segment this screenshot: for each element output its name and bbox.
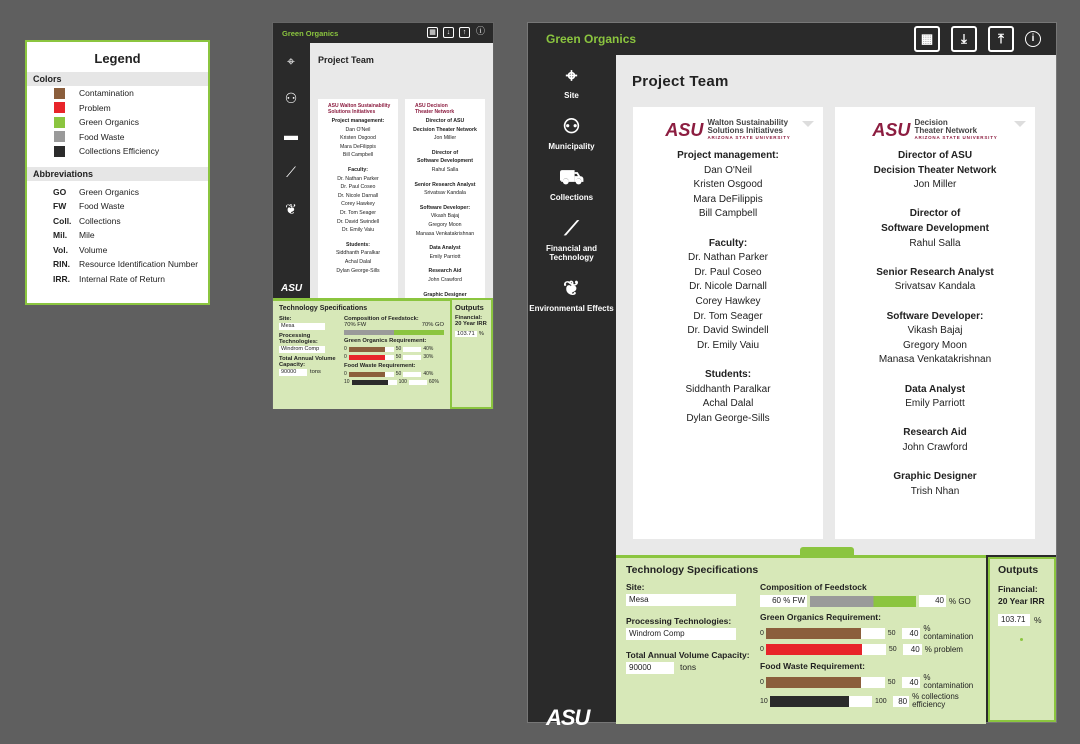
requirement-suffix: % contamination	[923, 624, 974, 641]
team-member-name: Kristen Osgood	[693, 179, 763, 191]
leaf-icon: ❦	[563, 278, 580, 300]
main-app-window	[527, 22, 1057, 730]
truck-icon: ⛟	[558, 167, 585, 189]
team-member-name: Bill Campbell	[698, 208, 758, 220]
spacer	[835, 251, 1035, 266]
value-box	[403, 372, 421, 377]
requirement-slider[interactable]	[349, 347, 394, 352]
small-main	[310, 43, 493, 298]
download-icon[interactable]: ↓	[443, 27, 454, 38]
legend-color-item	[27, 115, 208, 130]
requirement-slider[interactable]	[349, 372, 394, 377]
feed-go-unit: % GO	[949, 596, 971, 606]
spec-panel-handle[interactable]	[800, 547, 854, 555]
range-max: 50	[395, 346, 402, 352]
spacer	[633, 222, 823, 237]
team-member-name: Siddhanth Paralkar	[685, 383, 771, 395]
value-box	[403, 355, 421, 360]
nav-label: Collections	[549, 193, 594, 202]
requirement-row	[760, 644, 982, 655]
map-pin-icon: ⌖	[565, 65, 578, 87]
team-member-name: John Crawford	[902, 441, 968, 453]
small-site-label: Site:	[279, 316, 292, 322]
abbrev-label: Mile	[79, 230, 95, 241]
team-role-heading: Project management:	[677, 150, 779, 161]
team-role-heading: Decision Theater Network	[413, 126, 477, 133]
info-icon[interactable]: i	[1025, 31, 1041, 47]
team-member-name: Mara DeFilippis	[693, 193, 763, 205]
team-member-name: Dr. Paul Coseo	[694, 266, 762, 278]
team-member-name: Mara DeFilippis	[339, 143, 377, 150]
team-member-name: Rahul Salla	[431, 166, 459, 173]
team-member-name: Dr. Emily Vaiu	[341, 227, 375, 234]
tech-spec-panel	[616, 555, 986, 724]
nav-label: Financial and Technology	[545, 244, 598, 262]
nav-label: Environmental Effects	[529, 304, 614, 313]
nav-item[interactable]	[528, 276, 615, 313]
legend-color-item	[27, 101, 208, 116]
small-proc-input[interactable]: Windrom Comp	[279, 346, 325, 353]
chevron-down-icon[interactable]	[1014, 121, 1026, 127]
abbrev-code: Vol.	[53, 244, 68, 255]
small-fw-label: Food Waste Requirement:	[344, 363, 416, 369]
team-member-name: Gregory Moon	[903, 339, 967, 351]
team-member-name: Dr. Nicole Darnall	[689, 281, 767, 293]
small-feed-go: 70% GO	[421, 322, 444, 328]
team-member-name: Manasa Venkatakrishnan	[415, 230, 475, 237]
legend-abbrev-item	[27, 272, 208, 287]
requirement-slider[interactable]	[766, 628, 885, 639]
feed-go-value[interactable]: 40	[919, 595, 946, 607]
team-role-heading: Director of ASU	[425, 118, 465, 124]
team-role-heading: Data Analyst	[429, 245, 461, 252]
site-label: Site:	[626, 582, 645, 592]
outputs-panel	[988, 557, 1056, 722]
small-feed-slider[interactable]	[344, 330, 444, 335]
team-member-name: Jon Miller	[433, 135, 457, 142]
team-member-name: Dr. David Swindell	[336, 218, 380, 225]
range-min: 0	[760, 629, 764, 637]
team-role-heading: Software Development	[417, 158, 473, 165]
small-app-window	[272, 22, 494, 409]
small-vol-input[interactable]: 90000	[279, 369, 307, 376]
vol-unit: tons	[680, 662, 697, 672]
range-min: 0	[344, 354, 347, 360]
small-vol-label: Total Annual Volume Capacity:	[279, 356, 336, 368]
small-irr-unit: %	[478, 331, 484, 337]
team-role-heading: Software Developer:	[886, 310, 984, 322]
legend-color-item	[27, 130, 208, 145]
range-min: 0	[344, 371, 347, 377]
nav-item[interactable]	[528, 216, 615, 262]
small-go-label: Green Organics Requirement:	[344, 338, 427, 344]
requirement-value[interactable]: 40	[902, 628, 921, 639]
nav-item[interactable]	[528, 114, 615, 151]
fw-req-label: Food Waste Requirement:	[760, 661, 865, 671]
range-min: 10	[344, 379, 350, 385]
requirement-value[interactable]: 40	[902, 677, 921, 688]
small-proc-label: Processing Technologies:	[279, 333, 318, 345]
requirement-value[interactable]: 40	[903, 644, 922, 655]
calculator-icon[interactable]: ▦	[914, 26, 940, 52]
team-member-name: Vikash Bajaj	[430, 213, 460, 220]
small-outputs-label: Financial: 20 Year IRR	[455, 315, 487, 327]
requirement-row	[760, 693, 982, 709]
requirement-slider[interactable]	[770, 696, 872, 707]
abbrev-code: FW	[53, 201, 67, 212]
value-box	[403, 347, 421, 352]
vol-label: Total Annual Volume Capacity:	[626, 650, 750, 660]
small-outputs-title: Outputs	[455, 303, 484, 312]
proc-select[interactable]: Windrom Comp	[626, 628, 736, 640]
nav-label: Site	[564, 91, 579, 100]
team-role-heading: Senior Research Analyst	[414, 181, 476, 188]
team-role-heading: Director of ASU	[897, 150, 973, 161]
main-content	[616, 55, 1056, 555]
requirement-value[interactable]: 80	[893, 696, 909, 707]
small-asu-logo: ASU	[281, 283, 303, 294]
requirement-suffix: % problem	[924, 644, 963, 654]
team-role-heading: Senior Research Analyst	[876, 266, 994, 278]
team-member-name: Manasa Venkatakrishnan	[878, 354, 992, 366]
team-role-heading: Software Development	[881, 222, 989, 234]
legend-color-item	[27, 144, 208, 159]
requirement-value[interactable]: 30%	[423, 354, 434, 360]
legend-abbrev-item	[27, 199, 208, 214]
abbrev-label: Internal Rate of Return	[79, 273, 165, 284]
small-spec-title: Technology Specifications	[279, 305, 368, 312]
range-max: 100	[398, 379, 407, 385]
team-role-heading: Decision Theater Network	[873, 164, 997, 176]
range-min: 0	[760, 678, 764, 686]
requirement-row	[344, 379, 444, 385]
legend-abbrev-item	[27, 228, 208, 243]
site-input[interactable]: Mesa	[626, 594, 736, 606]
small-col-left	[318, 99, 398, 309]
color-swatch	[54, 131, 65, 142]
range-max: 50	[887, 678, 896, 686]
legend-abbrev-heading: Abbreviations	[27, 167, 208, 181]
requirement-row	[760, 625, 982, 641]
spacer	[633, 353, 823, 368]
abbrev-code: IRR.	[53, 273, 70, 284]
team-member-name: Dylan George-Sills	[686, 412, 770, 424]
slider-fill	[766, 677, 861, 688]
legend-color-label: Green Organics	[79, 117, 139, 128]
range-max: 50	[395, 371, 402, 377]
team-role-heading: Research Aid	[903, 427, 967, 439]
team-role-heading: Students:	[346, 241, 370, 248]
proc-label: Processing Technologies:	[626, 616, 732, 626]
legend-abbrev-item	[27, 214, 208, 229]
calculator-icon[interactable]: ▦	[427, 27, 438, 38]
abbrev-label: Green Organics	[79, 186, 139, 197]
team-member-name: Achal Dalal	[702, 398, 754, 410]
legend-color-label: Collections Efficiency	[79, 146, 160, 157]
municipality-icon[interactable]: ⚇	[284, 90, 298, 106]
go-req-label: Green Organics Requirement:	[760, 612, 881, 622]
legend-color-label: Problem	[79, 102, 111, 113]
team-role-heading: Graphic Designer	[893, 471, 977, 483]
range-max: 100	[874, 697, 887, 705]
team-member-name: Dr. Tom Seager	[340, 209, 376, 216]
abbrev-label: Volume	[79, 244, 108, 255]
color-swatch	[54, 102, 65, 113]
team-member-name: Jon Miller	[913, 179, 957, 191]
legend-color-item	[27, 86, 208, 101]
small-site-input[interactable]: Mesa	[279, 323, 325, 330]
team-role-heading: Faculty:	[708, 237, 748, 249]
abbrev-code: Coll.	[53, 215, 72, 226]
small-irr-value: 103.71	[457, 331, 475, 337]
feed-fw-unit: % FW	[783, 596, 805, 605]
team-member-name: Trish Nhan	[910, 485, 960, 497]
team-member-name: Dr. David Swindell	[687, 325, 769, 337]
legend-abbrev-item	[27, 257, 208, 272]
spacer	[835, 295, 1035, 310]
requirement-value[interactable]: 40%	[423, 346, 434, 352]
range-min: 0	[344, 346, 347, 352]
app-brand: Green Organics	[546, 32, 637, 46]
spacer	[835, 455, 1035, 470]
chart-icon[interactable]: ⟋	[286, 164, 296, 180]
color-swatch	[54, 88, 65, 99]
team-role-heading: Graphic Designer	[423, 291, 467, 298]
abbrev-code: GO	[53, 186, 67, 197]
small-brand: Green Organics	[282, 28, 339, 38]
small-feed-label: Composition of Feedstock:	[344, 316, 419, 322]
team-member-name: Emily Parriott	[429, 253, 461, 260]
outputs-label: Financial: 20 Year IRR	[998, 584, 1045, 606]
slider-fill	[766, 628, 861, 639]
requirement-slider[interactable]	[349, 355, 394, 360]
spacer	[835, 193, 1035, 208]
team-member-name: Bill Campbell	[342, 152, 374, 159]
team-member-name: John Crawford	[428, 276, 462, 283]
team-member-name: Kristen Osgood	[340, 135, 376, 142]
small-logo-left: ASU Walton Sustainability Solutions Initiatives	[328, 103, 391, 115]
abbrev-label: Food Waste	[79, 201, 125, 212]
team-role-heading: Director of	[909, 208, 961, 220]
legend-panel	[25, 40, 210, 305]
team-member-name: Dr. Emily Vaiu	[696, 339, 760, 351]
team-member-name: Srivatsav Kandala	[424, 190, 466, 197]
requirement-row	[344, 354, 444, 360]
color-swatch	[54, 146, 65, 157]
legend-title: Legend	[94, 51, 141, 66]
info-icon[interactable]: ⓘ	[475, 26, 485, 36]
team-member-name: Dan O'Neil	[703, 164, 753, 176]
legend-color-label: Contamination	[79, 88, 134, 99]
download-icon[interactable]: ⤓	[951, 26, 977, 52]
requirement-value[interactable]: 40%	[423, 371, 434, 377]
small-outputs-panel	[450, 298, 493, 409]
upload-icon[interactable]: ↑	[459, 27, 470, 38]
team-card-right	[835, 107, 1035, 539]
slider-fill	[770, 696, 850, 707]
requirement-row	[760, 674, 982, 690]
team-card-left	[633, 107, 823, 539]
team-member-name: Vikash Bajaj	[907, 325, 963, 337]
team-member-name: Dan O'Neil	[345, 126, 371, 133]
small-col-right	[405, 99, 485, 309]
team-member-name: Corey Hawkey	[341, 201, 375, 208]
team-member-name: Dr. Nathan Parker	[687, 252, 769, 264]
dtn-logo: ASU Decision Theater Network ARIZONA STATE UNIVERSITY	[872, 118, 998, 140]
municipality-icon: ⚇	[562, 116, 581, 138]
small-logo-right: ASU Decision Theater Network	[415, 103, 455, 115]
chart-icon: ⟋	[564, 218, 579, 240]
value-box	[409, 380, 427, 385]
vol-input[interactable]: 90000	[626, 662, 674, 674]
team-role-heading: Students:	[704, 368, 752, 380]
small-feed-fw: 70% FW	[344, 322, 367, 328]
legend-abbrev-item	[27, 243, 208, 258]
team-role-heading: Data Analyst	[904, 383, 966, 395]
team-member-name: Dr. Nicole Darnall	[337, 192, 379, 199]
requirement-slider[interactable]	[352, 380, 397, 385]
legend-abbrev-item	[27, 185, 208, 200]
requirement-value[interactable]: 60%	[428, 379, 439, 385]
team-member-name: Achal Dalal	[344, 258, 372, 265]
map-pin-icon[interactable]: ⌖	[287, 53, 295, 69]
irr-unit: %	[1034, 615, 1042, 625]
outputs-title: Outputs	[998, 564, 1039, 576]
small-vol-unit: tons	[310, 369, 321, 375]
requirement-suffix: % contamination	[923, 673, 974, 690]
team-role-heading: Director of	[431, 149, 459, 156]
team-member-name: Corey Hawkey	[695, 295, 761, 307]
requirement-slider[interactable]	[766, 677, 885, 688]
color-swatch	[54, 117, 65, 128]
team-role-heading: Research Aid	[428, 268, 462, 275]
walton-logo: ASU Walton Sustainability Solutions Initiatives ARIZONA STATE UNIVERSITY	[665, 118, 791, 140]
feed-fw-value[interactable]: 60	[772, 596, 781, 605]
team-member-name: Siddhanth Paralkar	[335, 250, 381, 257]
abbrev-code: RIN.	[53, 259, 70, 270]
feed-label: Composition of Feedstock	[760, 582, 867, 592]
abbrev-label: Resource Identification Number	[79, 259, 199, 270]
team-member-name: Emily Parriott	[905, 398, 965, 410]
page-title: Project Team	[632, 73, 729, 90]
range-max: 50	[395, 354, 402, 360]
range-min: 0	[760, 646, 764, 653]
abbrev-label: Collections	[79, 215, 121, 226]
small-sidebar	[273, 43, 309, 298]
team-member-name: Dr. Tom Seager	[693, 310, 763, 322]
small-spec-panel	[273, 298, 450, 409]
sidebar	[528, 55, 615, 730]
slider-fill	[766, 644, 862, 655]
range-max: 50	[887, 629, 896, 637]
team-member-name: Gregory Moon	[428, 221, 462, 228]
upload-icon[interactable]: ⤒	[988, 26, 1014, 52]
asu-logo: ASU	[546, 705, 590, 730]
spec-title: Technology Specifications	[626, 564, 759, 576]
requirement-row	[344, 346, 444, 352]
small-page-title: Project Team	[318, 55, 374, 65]
team-role-heading: Faculty:	[348, 166, 368, 173]
team-member-name: Dr. Nathan Parker	[337, 175, 379, 182]
requirement-suffix: % collections efficiency	[912, 692, 959, 709]
leaf-icon[interactable]: ❦	[285, 201, 297, 217]
range-min: 10	[760, 697, 768, 705]
team-member-name: Rahul Salla	[909, 237, 961, 249]
legend-color-label: Food Waste	[79, 131, 125, 142]
range-max: 50	[888, 646, 897, 653]
spacer	[835, 368, 1035, 383]
status-dot	[1020, 638, 1023, 641]
abbrev-code: Mil.	[53, 230, 68, 241]
legend-colors-heading: Colors	[27, 72, 208, 86]
team-role-heading: Software Developer:	[419, 204, 471, 211]
team-member-name: Dr. Paul Coseo	[340, 184, 376, 191]
feed-slider[interactable]	[810, 596, 916, 607]
truck-icon[interactable]: ▬	[284, 127, 298, 143]
irr-value: 103.71	[998, 614, 1030, 626]
nav-item[interactable]	[528, 165, 615, 202]
spacer	[835, 412, 1035, 427]
nav-item[interactable]	[528, 63, 615, 100]
nav-label: Municipality	[548, 142, 595, 151]
chevron-down-icon[interactable]	[802, 121, 814, 127]
team-member-name: Dylan George-Sills	[336, 267, 380, 274]
team-role-heading: Project management:	[331, 118, 385, 124]
team-member-name: Srivatsav Kandala	[894, 281, 976, 293]
requirement-row	[344, 371, 444, 377]
requirement-slider[interactable]	[766, 644, 886, 655]
